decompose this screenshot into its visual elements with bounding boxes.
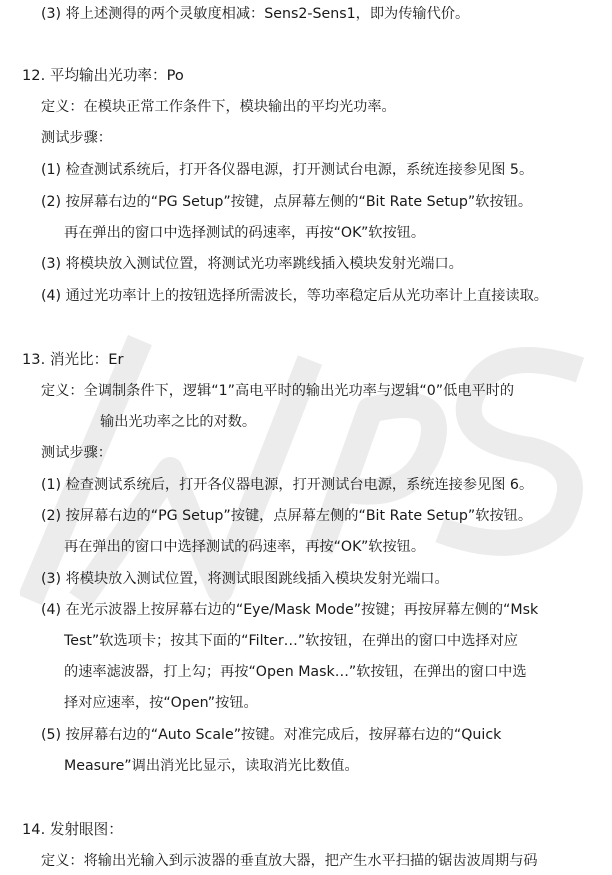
section-14-heading: 14. 发射眼图： bbox=[22, 821, 123, 838]
line-9: (4) 通过光功率计上的按钮选择所需波长，等功率稳定后从光功率计上直接读取。 bbox=[41, 288, 548, 304]
line-25: 定义：将输出光输入到示波器的垂直放大器，把产生水平扫描的锯齿波周期与码 bbox=[41, 853, 538, 869]
line-6: (2) 按屏幕右边的“PG Setup”按键，点屏幕左侧的“Bit Rate Setup”软按钮。 bbox=[41, 194, 533, 210]
line-16: 再在弹出的窗口中选择测试的码速率，再按“OK”软按钮。 bbox=[64, 539, 426, 555]
section-13-heading: 13. 消光比：Er bbox=[22, 351, 124, 368]
line-3: 定义：在模块正常工作条件下，模块输出的平均光功率。 bbox=[41, 99, 396, 115]
line-8: (3) 将模块放入测试位置，将测试光功率跳线插入模块发射光端口。 bbox=[41, 256, 463, 272]
line-20: 的速率滤波器，打上勾；再按“Open Mask…”软按钮，在弹出的窗口中选 bbox=[64, 664, 527, 680]
line-19: Test”软选项卡；按其下面的“Filter…”软按钮，在弹出的窗口中选择对应 bbox=[64, 633, 518, 649]
line-15: (2) 按屏幕右边的“PG Setup”按键，点屏幕左侧的“Bit Rate Setup”软按钮。 bbox=[41, 508, 533, 524]
line-14: (1) 检查测试系统后，打开各仪器电源，打开测试台电源，系统连接参见图 6。 bbox=[41, 477, 534, 493]
line-12: 输出光功率之比的对数。 bbox=[100, 414, 257, 430]
line-21: 择对应速率，按“Open”按钮。 bbox=[64, 695, 258, 711]
line-4: 测试步骤： bbox=[41, 130, 112, 146]
line-17: (3) 将模块放入测试位置，将测试眼图跳线插入模块发射光端口。 bbox=[41, 571, 449, 587]
line-5: (1) 检查测试系统后，打开各仪器电源，打开测试台电源，系统连接参见图 5。 bbox=[41, 162, 534, 178]
section-12-heading: 12. 平均输出光功率：Po bbox=[22, 67, 184, 84]
line-23: Measure”调出消光比显示，读取消光比数值。 bbox=[64, 758, 359, 774]
line-22: (5) 按屏幕右边的“Auto Scale”按键。对准完成后，按屏幕右边的“Quick bbox=[41, 727, 502, 743]
line-7: 再在弹出的窗口中选择测试的码速率，再按“OK”软按钮。 bbox=[64, 225, 426, 241]
line-18: (4) 在光示波器上按屏幕右边的“Eye/Mask Mode”按键；再按屏幕左侧的“Msk bbox=[41, 602, 539, 618]
line-13: 测试步骤： bbox=[41, 445, 112, 461]
line-11: 定义：全调制条件下，逻辑“1”高电平时的输出光功率与逻辑“0”低电平时的 bbox=[41, 383, 515, 399]
line-1: (3) 将上述测得的两个灵敏度相减：Sens2-Sens1，即为传输代价。 bbox=[41, 6, 470, 22]
